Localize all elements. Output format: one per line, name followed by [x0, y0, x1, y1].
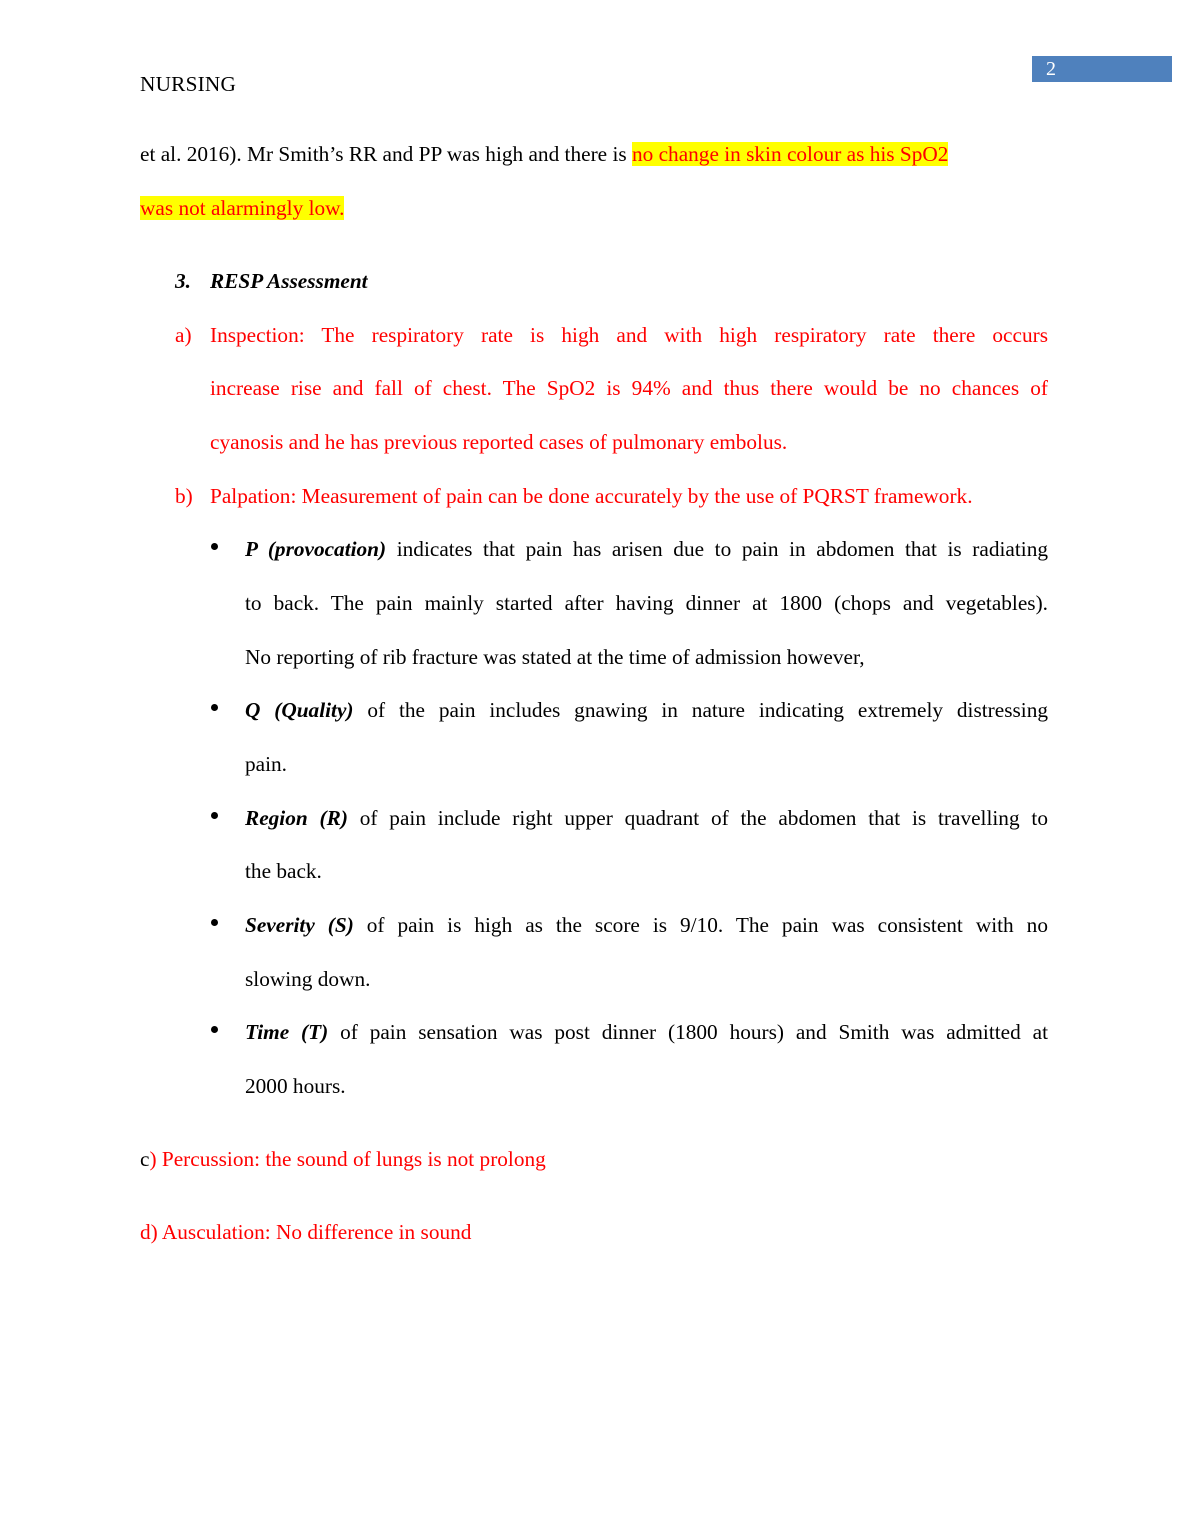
bullet-term: Severity (S) [245, 913, 354, 937]
item-b-line: Palpation: Measurement of pain can be done accurately by the use of PQRST framework. [210, 484, 973, 508]
highlighted-text: no change in skin colour as his SpO2 [631, 142, 949, 166]
highlighted-text: was not alarmingly low. [140, 196, 345, 220]
section-heading: RESP Assessment [210, 269, 368, 293]
item-a-line-1: Inspection: The respiratory rate is high and with high respiratory rate there occurs [210, 323, 1048, 347]
bullet-icon [211, 919, 218, 926]
item-c-text: ) Percussion: the sound of lungs is not prolong [149, 1147, 546, 1171]
bullet-icon [211, 543, 218, 550]
item-c-line [140, 1145, 546, 1173]
intro-text: et al. 2016). Mr Smith’s RR and PP was high and there is [140, 142, 632, 166]
bullet-t-line-1 [245, 1018, 1048, 1046]
page-number-box [1032, 56, 1172, 82]
bullet-r-line-2: the back. [245, 859, 322, 883]
intro-line-1 [140, 140, 948, 168]
item-a-line-2: increase rise and fall of chest. The SpO2 is 94% and thus there would be no chances of [210, 376, 1048, 400]
bullet-p-line-1 [245, 535, 1048, 563]
item-d-line: d) Ausculation: No difference in sound [140, 1220, 472, 1244]
page-number: 2 [1046, 58, 1056, 80]
bullet-t-line-2: 2000 hours. [245, 1074, 346, 1098]
bullet-text: indicates that pain has arisen due to pain in abdomen that is radiating [386, 537, 1048, 561]
bullet-term: Q (Quality) [245, 698, 354, 722]
bullet-s-line-1 [245, 911, 1048, 939]
bullet-p-line-2: to back. The pain mainly started after having dinner at 1800 (chops and vegetables). [245, 591, 1048, 615]
bullet-p-line-3: No reporting of rib fracture was stated at the time of admission however, [245, 645, 865, 669]
bullet-term: Region (R) [245, 806, 348, 830]
bullet-s-line-2: slowing down. [245, 967, 371, 991]
section-number: 3. [175, 269, 191, 293]
bullet-r-line-1 [245, 804, 1048, 832]
bullet-icon [211, 1026, 218, 1033]
item-b-marker: b) [175, 484, 193, 508]
bullet-q-line-1 [245, 696, 1048, 724]
bullet-q-line-2: pain. [245, 752, 287, 776]
bullet-term: P (provocation) [245, 537, 387, 561]
bullet-term: Time (T) [245, 1020, 329, 1044]
bullet-text: of pain include right upper quadrant of the abdomen that is travelling to [347, 806, 1048, 830]
bullet-text: of the pain includes gnawing in nature indicating extremely distressing [353, 698, 1048, 722]
item-a-line-3: cyanosis and he has previous reported cases of pulmonary embolus. [210, 430, 788, 454]
bullet-text: of pain is high as the score is 9/10. The pain was consistent with no [353, 913, 1048, 937]
item-a-marker: a) [175, 323, 192, 347]
bullet-text: of pain sensation was post dinner (1800 hours) and Smith was admitted at [328, 1020, 1048, 1044]
bullet-icon [211, 812, 218, 819]
item-c-prefix: c [140, 1147, 150, 1171]
bullet-icon [211, 704, 218, 711]
intro-line-2 [140, 194, 344, 222]
running-header: NURSING [140, 72, 237, 96]
